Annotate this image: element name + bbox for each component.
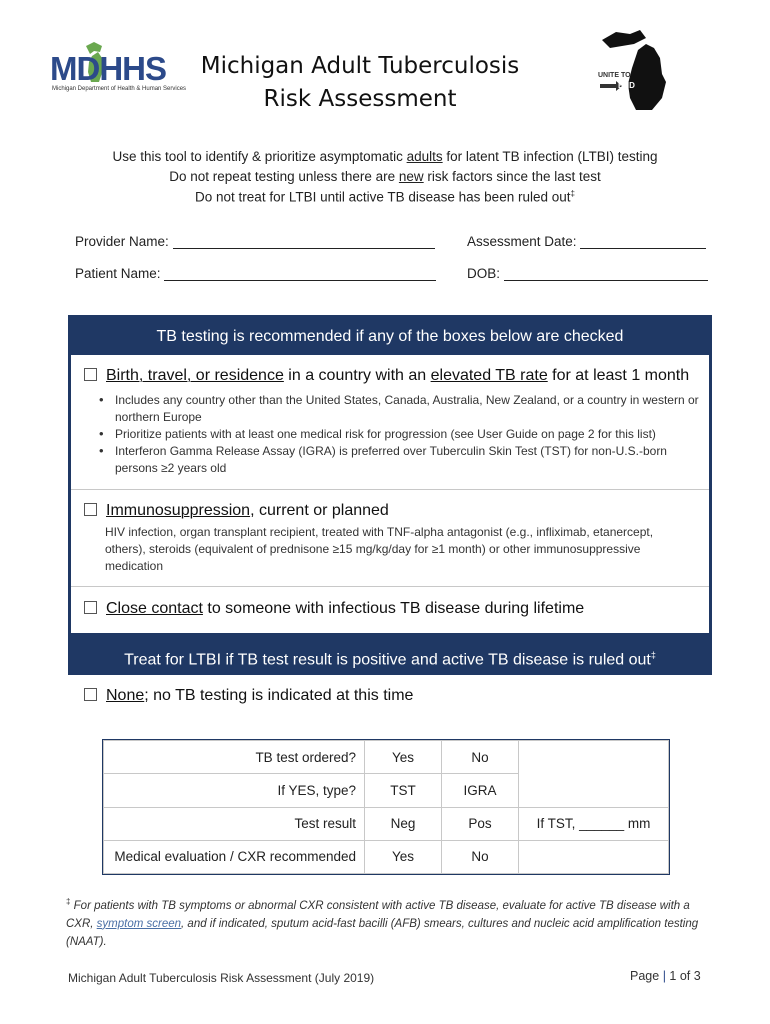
criteria-box [68,315,712,675]
table-cell-label: TB test ordered? [104,741,365,774]
birth-travel-bullets [99,392,699,477]
table-cell-label: If YES, type? [104,774,365,807]
immunosuppression-checkbox[interactable] [84,503,97,516]
assessment-date-line[interactable] [580,234,706,249]
table-row [104,741,669,774]
item-close-contact: Close contact to someone with infectious TB disease during lifetime [84,600,584,618]
table-cell-option[interactable]: Neg [365,807,442,840]
table-cell-option[interactable]: Pos [442,807,519,840]
results-table [102,739,670,875]
table-row [104,840,669,873]
intro-line-3: Do not treat for LTBI until active TB disease has been ruled out‡ [195,189,575,205]
item-birth-travel: Birth, travel, or residence in a country with an elevated TB rate for at least 1 month [84,367,689,385]
logo-wordmark: MDHHS [50,50,166,87]
list-item: • Interferon Gamma Release Assay (IGRA) is preferred over Tuberculin Skin Test (TST) for non-U.S.-born persons ≥2 years old [99,443,699,477]
page-title: Michigan Adult Tuberculosis Risk Assessment [200,53,520,112]
table-cell-option[interactable]: IGRA [442,774,519,807]
table-cell-option[interactable]: TST [365,774,442,807]
table-cell-label: Medical evaluation / CXR recommended [104,840,365,873]
end-tb-logo [596,28,676,113]
patient-name-line[interactable] [164,266,436,281]
list-item: • Prioritize patients with at least one medical risk for progression (see User Guide on page 2 for this list) [99,426,699,443]
table-row [104,807,669,840]
list-item: • Includes any country other than the United States, Canada, Australia, New Zealand, or a country in western or northern Europe [99,392,699,426]
criteria-box-footer: Treat for LTBI if TB test result is positive and active TB disease is ruled out‡ [124,650,656,669]
intro-line-1: Use this tool to identify & prioritize asymptomatic adults for latent TB infection (LTBI) testing [112,149,658,164]
criteria-box-header: TB testing is recommended if any of the boxes below are checked [156,328,624,345]
tst-mm-field[interactable]: If TST, ______ mm [519,807,669,840]
criteria-box-body [71,355,709,633]
page-number: Page | 1 of 3 [630,969,701,983]
none-checkbox[interactable] [84,688,97,701]
dob-field[interactable]: DOB: [467,266,708,281]
table-cell-empty [519,840,669,873]
table-cell-empty [519,741,669,808]
patient-name-field[interactable]: Patient Name: [75,266,436,281]
close-contact-checkbox[interactable] [84,601,97,614]
end-tb-badge: END TB [618,81,635,99]
divider [71,586,709,587]
table-cell-label: Test result [104,807,365,840]
dob-line[interactable] [504,266,708,281]
footnote: ‡ For patients with TB symptoms or abnormal CXR consistent with active TB disease, evaluate for active TB disease with a CXR, symptom screen, and if indicated, sputum acid-fast bacilli (AFB) smears, cultures and nucleic acid amplification testing (NAAT). [66,897,699,948]
assessment-date-field[interactable]: Assessment Date: [467,234,706,249]
provider-name-line[interactable] [173,234,435,249]
table-cell-option[interactable]: No [442,741,519,774]
birth-travel-checkbox[interactable] [84,368,97,381]
logo-subtitle: Michigan Department of Health & Human Services [52,86,187,92]
item-none: None; no TB testing is indicated at this time [84,687,413,705]
symptom-screen-link[interactable]: symptom screen [96,917,182,930]
divider [71,489,709,490]
immunosuppression-description: HIV infection, organ transplant recipient, treated with TNF-alpha antagonist (e.g., infliximab, etanercept, others), steroids (equivalent of prednisone ≥15 mg/kg/day for ≥1 month) or other immunosuppressive medication [105,525,654,573]
intro-line-2: Do not repeat testing unless there are new risk factors since the last test [169,169,601,184]
table-cell-option[interactable]: Yes [365,741,442,774]
table-cell-option[interactable]: Yes [365,840,442,873]
provider-name-field[interactable]: Provider Name: [75,234,435,249]
mdhhs-logo [50,38,192,98]
michigan-silhouette-icon [596,28,676,113]
end-tb-top-text: UNITE TO [598,72,631,79]
item-immunosuppression: Immunosuppression, current or planned [84,502,389,520]
footer-document-title: Michigan Adult Tuberculosis Risk Assessment (July 2019) [68,971,375,985]
table-cell-option[interactable]: No [442,840,519,873]
